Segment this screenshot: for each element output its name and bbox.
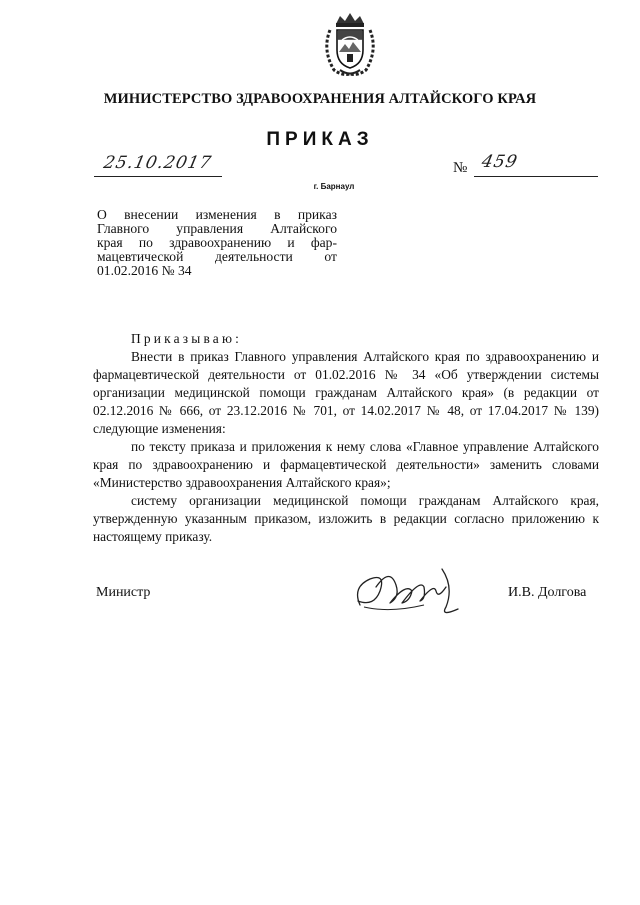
signer-title: Министр bbox=[96, 585, 151, 600]
signer-name: И.В. Долгова bbox=[508, 585, 587, 600]
body-paragraph: Внести в приказ Главного управления Алтайского края по здравоохранению и фармацевтической деятельности от 01.02.2016 № 34 «Об утверждении системы организации медицинской помощи гражданам Алтайского края» (в редакции от 02.12.2016 № 666, от 23.12.2016 № 701, от 14.02.2017 № 48, от 17.04.2017 № 139) следующие изменения: bbox=[93, 349, 599, 436]
coat-of-arms-icon bbox=[318, 10, 382, 78]
ministry-name: МИНИСТЕРСТВО ЗДРАВООХРАНЕНИЯ АЛТАЙСКОГО КРАЯ bbox=[103, 91, 537, 107]
subject-line: 01.02.2016 № 34 bbox=[97, 263, 192, 278]
number-label: № bbox=[453, 160, 468, 176]
subject-line: края по здравоохранению и фар- bbox=[97, 235, 337, 250]
date-underline bbox=[94, 176, 222, 177]
handwritten-date: 25.10.2017 bbox=[101, 153, 214, 173]
body-paragraph: по тексту приказа и приложения к нему слова «Главное управление Алтайского края по здравоохранению и фармацевтической деятельности» заменить словами «Министерство здравоохранения Алтайского края»; bbox=[93, 439, 599, 490]
handwritten-signature-icon bbox=[350, 557, 480, 619]
document-type-title: ПРИКАЗ bbox=[266, 129, 374, 150]
subject-line: мацевтической деятельности от bbox=[97, 249, 337, 264]
body-paragraph: систему организации медицинской помощи гражданам Алтайского края, утвержденную указанным приказом, изложить в редакции согласно приложению к настоящему приказу. bbox=[93, 493, 599, 544]
handwritten-number: 459 bbox=[479, 152, 520, 172]
number-underline bbox=[474, 176, 598, 177]
subject-line: О внесении изменения в приказ bbox=[97, 207, 337, 222]
order-body bbox=[93, 330, 599, 546]
decree-word: Приказываю: bbox=[131, 331, 243, 346]
city-label: г. Барнаул bbox=[313, 182, 355, 191]
order-subject bbox=[97, 208, 337, 278]
subject-line: Главного управления Алтайского bbox=[97, 221, 337, 236]
